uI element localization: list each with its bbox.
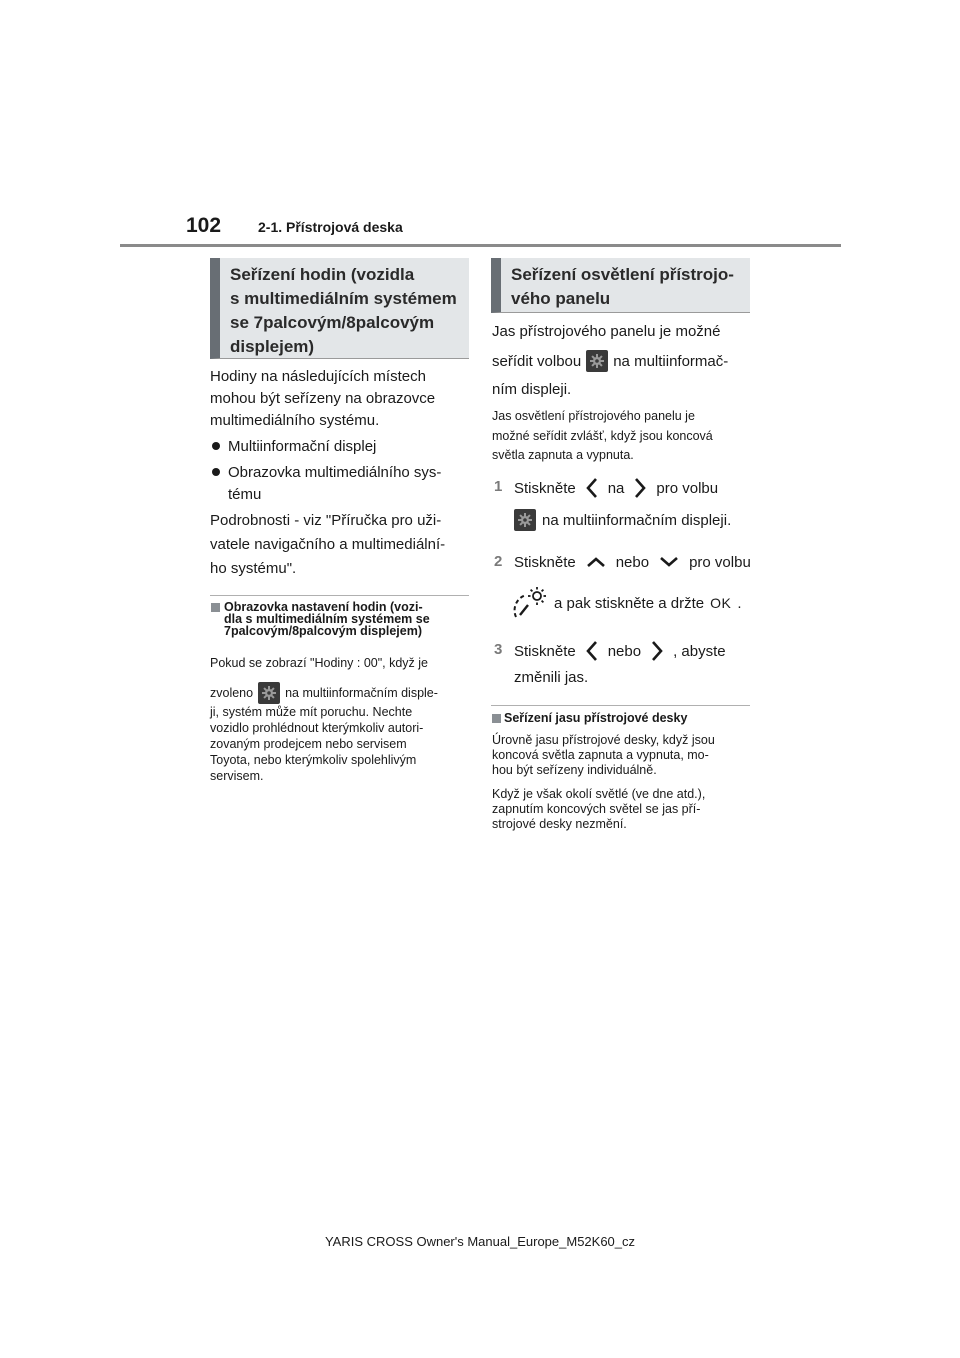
clock-note-rest: ji, systém může mít poruchu. Nechte vozidlo prohlédnout kterýmkoliv autori- zovaným prodejcem nebo servisem Toyota, nebo kterýmkoliv spolehlivým servisem. xyxy=(210,705,424,783)
subheading-marker xyxy=(211,603,220,612)
divider xyxy=(491,705,750,706)
brightness-intro-line3: ním displeji. xyxy=(492,381,572,398)
subheading-marker xyxy=(492,714,501,723)
chapter-title: 2-1. Přístrojová deska xyxy=(258,219,403,235)
gear-icon xyxy=(514,509,536,531)
chevron-left-icon xyxy=(586,477,598,499)
step-3-number: 3 xyxy=(494,641,503,658)
manual-footer: YARIS CROSS Owner's Manual_Europe_M52K60_cz xyxy=(324,1234,636,1249)
bullet-multiinfo-display: Multiinformační displej xyxy=(228,436,376,458)
panel-brightness-subheading: Seřízení jasu přístrojové desky xyxy=(504,711,688,725)
chevron-up-icon xyxy=(586,556,606,568)
step-2-line2: a pak stiskněte a držte OK . xyxy=(512,584,742,622)
gear-icon xyxy=(586,350,608,372)
clock-note-line1: Pokud se zobrazí "Hodiny : 00", když je xyxy=(210,656,429,670)
chevron-left-icon xyxy=(586,640,598,662)
gear-icon xyxy=(258,682,280,704)
chevron-down-icon xyxy=(659,556,679,568)
page-number: 102 xyxy=(186,214,222,237)
chevron-right-icon xyxy=(651,640,663,662)
clock-intro: Hodiny na následujících místech mohou být seřízeny na obrazovce multimediálního systému. xyxy=(210,368,436,429)
clock-details: Podrobnosti - viz "Příručka pro uži- vatele navigačního a multimediální- ho systému". xyxy=(210,512,446,577)
step-2-line1: Stiskněte nebo pro volbu xyxy=(514,553,751,571)
panel-brightness-note2: Když je však okolí světlé (ve dne atd.), zapnutím koncových světel se jas pří- strojové desky nezmění. xyxy=(492,787,706,831)
divider xyxy=(210,595,469,596)
brightness-intro-line2: seřídit volbou na multiinformač- xyxy=(492,350,728,372)
panel-brightness-note1: Úrovně jasu přístrojové desky, když jsou koncová světla zapnuta a vypnuta, mo- hou být seřízeny individuálně. xyxy=(492,733,715,777)
step-1-number: 1 xyxy=(494,478,503,495)
clock-screen-subheading: Obrazovka nastavení hodin (vozi- dla s multimediálním systémem se 7palcovým/8palcovým displejem) xyxy=(224,600,430,638)
clock-note-line2: zvoleno na multiinformačním disple- xyxy=(210,682,438,704)
bullet-multimedia-screen: Obrazovka multimediálního sys- tému xyxy=(228,462,441,506)
brightness-note: Jas osvětlení přístrojového panelu je možné seřídit zvlášť, když jsou koncová světla zapnuta a vypnuta. xyxy=(492,409,713,462)
ok-button-glyph: OK xyxy=(710,595,732,611)
step-3-line1: Stiskněte nebo , abyste xyxy=(514,639,726,663)
chevron-right-icon xyxy=(634,477,646,499)
clock-section-heading: Seřízení hodin (vozidla s multimediálním systémem se 7palcovým/8palcovým displejem) xyxy=(210,258,469,359)
brightness-intro-line1: Jas přístrojového panelu je možné xyxy=(492,323,721,340)
step-3-line2: změnili jas. xyxy=(514,669,589,686)
brightness-section-heading: Seřízení osvětlení přístrojo- vého panelu xyxy=(491,258,750,313)
header-rule xyxy=(120,244,841,247)
brightness-gauge-icon xyxy=(512,585,548,621)
step-1-line1: Stiskněte na pro volbu xyxy=(514,476,718,500)
step-2-number: 2 xyxy=(494,553,503,570)
step-1-line2: na multiinformačním displeji. xyxy=(514,509,731,531)
